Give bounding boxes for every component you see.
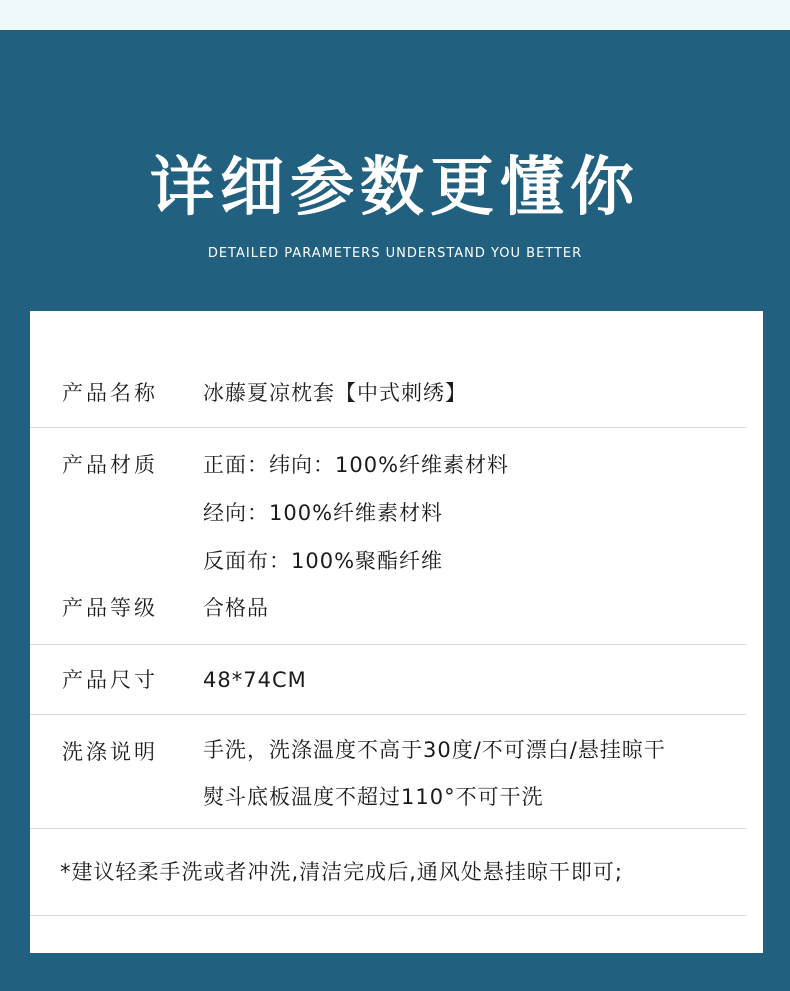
top-strip: [0, 0, 790, 30]
product-size-label: 产品尺寸: [62, 668, 158, 692]
divider: [30, 644, 746, 645]
product-name-value: 冰藤夏凉枕套【中式刺绣】: [203, 381, 467, 405]
product-name-label: 产品名称: [62, 381, 158, 405]
washing-line-2: 熨斗底板温度不超过110°不可干洗: [203, 785, 544, 809]
product-material-line-1: 正面：纬向：100%纤维素材料: [203, 453, 510, 477]
product-material-label: 产品材质: [62, 453, 158, 477]
divider: [30, 915, 746, 916]
page-title: 详细参数更懂你: [150, 151, 640, 225]
divider: [30, 714, 746, 715]
divider: [30, 427, 746, 428]
product-grade-label: 产品等级: [62, 596, 158, 620]
product-grade-value: 合格品: [203, 596, 269, 620]
product-material-line-3: 反面布：100%聚酯纤维: [203, 549, 444, 573]
washing-label: 洗涤说明: [62, 740, 158, 764]
care-note: *建议轻柔手洗或者冲洗,清洁完成后,通风处悬挂晾干即可;: [60, 860, 623, 884]
page-subtitle: DETAILED PARAMETERS UNDERSTAND YOU BETTER: [207, 246, 583, 261]
product-size-value: 48*74CM: [203, 668, 307, 692]
divider: [30, 828, 746, 829]
product-material-line-2: 经向：100%纤维素材料: [203, 501, 444, 525]
parameters-card: [30, 311, 763, 953]
washing-line-1: 手洗，洗涤温度不高于30度/不可漂白/悬挂晾干: [203, 738, 666, 762]
